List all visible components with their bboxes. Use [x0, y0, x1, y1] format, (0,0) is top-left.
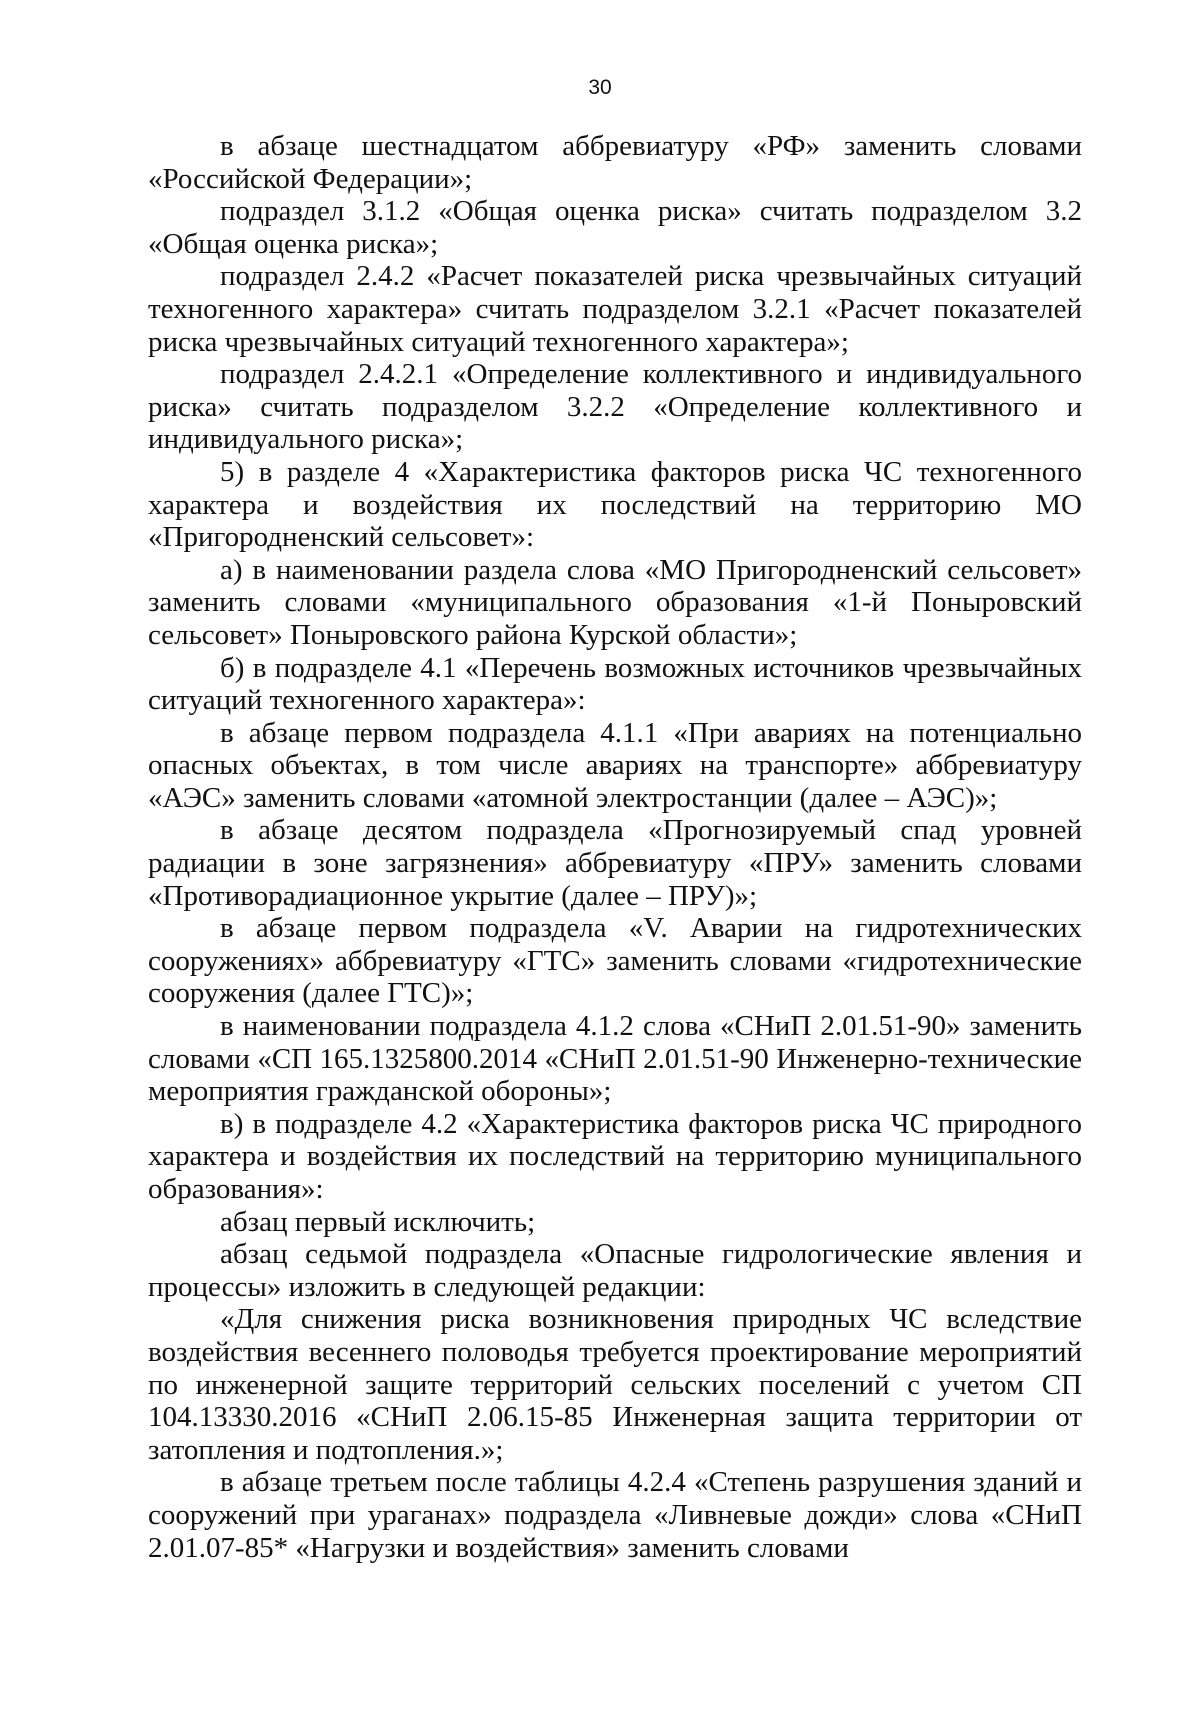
paragraph: абзац седьмой подраздела «Опасные гидрологические явления и процессы» изложить в следующей редакции:	[148, 1238, 1082, 1303]
paragraph: подраздел 2.4.2 «Расчет показателей риска чрезвычайных ситуаций техногенного характера» считать подразделом 3.2.1 «Расчет показателей риска чрезвычайных ситуаций техногенного характера»;	[148, 260, 1082, 358]
paragraph: подраздел 2.4.2.1 «Определение коллективного и индивидуального риска» считать подразделом 3.2.2 «Определение коллективного и индивидуального риска»;	[148, 358, 1082, 456]
page-number: 30	[588, 76, 612, 99]
paragraph: в наименовании подраздела 4.1.2 слова «СНиП 2.01.51-90» заменить словами «СП 165.1325800.2014 «СНиП 2.01.51-90 Инженерно-технические мероприятия гражданской обороны»;	[148, 1010, 1082, 1108]
paragraph: а) в наименовании раздела слова «МО Пригородненский сельсовет» заменить словами «муниципального образования «1-й Поныровский сельсовет» Поныровского района Курской области»;	[148, 553, 1082, 651]
paragraph: в абзаце десятом подраздела «Прогнозируемый спад уровней радиации в зоне загрязнения» аббревиатуру «ПРУ» заменить словами «Противорадиационное укрытие (далее – ПРУ)»;	[148, 814, 1082, 912]
paragraph: б) в подразделе 4.1 «Перечень возможных источников чрезвычайных ситуаций техногенного характера»:	[148, 651, 1082, 717]
paragraph: 5) в разделе 4 «Характеристика факторов риска ЧС техногенного характера и воздействия их последствий на территорию МО «Пригородненский сельсовет»:	[148, 455, 1082, 554]
paragraph: в абзаце третьем после таблицы 4.2.4 «Степень разрушения зданий и сооружений при ураганах» подраздела «Ливневые дожди» слова «СНиП 2.01.07-85* «Нагрузки и воздействия» заменить словами	[148, 1466, 1082, 1564]
paragraph: подраздел 3.1.2 «Общая оценка риска» считать подразделом 3.2 «Общая оценка риска»;	[148, 195, 1082, 260]
paragraph: в абзаце шестнадцатом аббревиатуру «РФ» заменить словами «Российской Федерации»;	[148, 130, 1082, 195]
paragraph: в абзаце первом подраздела «V. Аварии на гидротехнических сооружениях» аббревиатуру «ГТС» заменить словами «гидротехнические сооружения (далее ГТС)»;	[148, 912, 1082, 1010]
paragraph: абзац первый исключить;	[220, 1205, 536, 1238]
paragraph: в) в подразделе 4.2 «Характеристика факторов риска ЧС природного характера и воздействия их последствий на территорию муниципального образования»:	[148, 1107, 1082, 1205]
paragraph: «Для снижения риска возникновения природных ЧС вследствие воздействия весеннего половодья требуется проектирование мероприятий по инженерной защите территорий сельских поселений с учетом СП 104.13330.2016 «СНиП 2.06.15-85 Инженерная защита территории от затопления и подтопления.»;	[148, 1303, 1082, 1466]
paragraph: в абзаце первом подраздела 4.1.1 «При авариях на потенциально опасных объектах, в том числе авариях на транспорте» аббревиатуру «АЭС» заменить словами «атомной электростанции (далее – АЭС)»;	[148, 716, 1082, 814]
document-body	[148, 130, 1082, 1564]
